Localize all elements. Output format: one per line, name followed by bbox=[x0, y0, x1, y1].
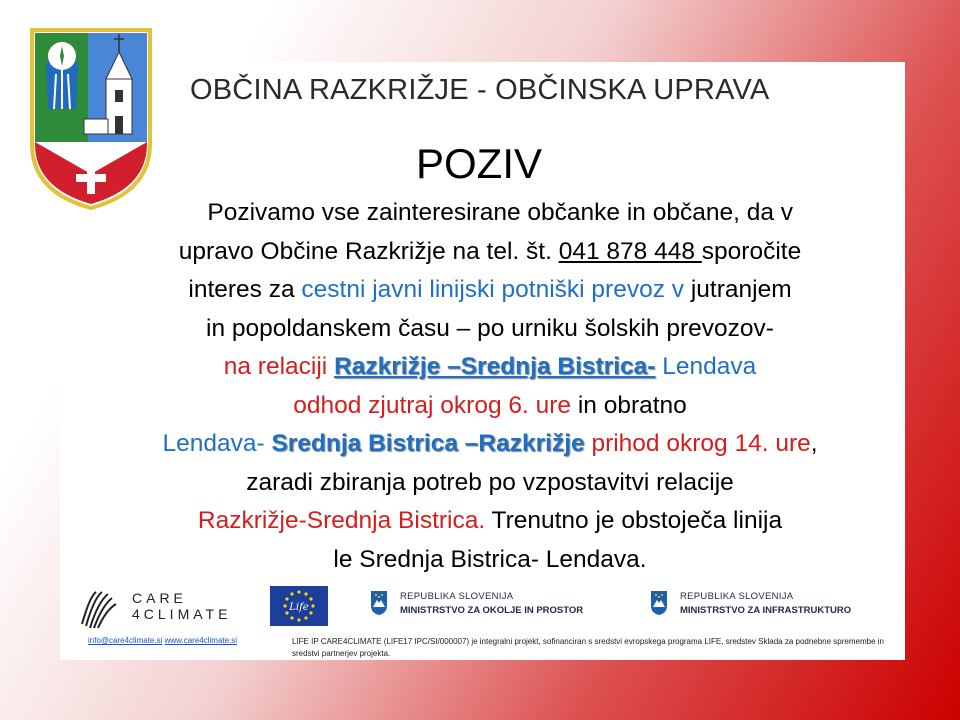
svg-text:Life: Life bbox=[289, 602, 309, 613]
eu-life-logo bbox=[270, 586, 328, 626]
announcement-body bbox=[70, 194, 910, 579]
partner-logos: CARE 4CLIMATE Life REPUBLIKA SLOVENIJA MINISTRSTVO ZA OKOLJE IN PROSTOR REPUBLIKA SLOVENIJA MINISTRSTVO ZA INFRASTRUKTURO bbox=[60, 578, 905, 630]
body-line-6: odhod zjutraj okrog 6. ure in obratno bbox=[293, 391, 687, 419]
care4climate-logo-icon bbox=[76, 586, 120, 630]
body-line-5: na relaciji Razkrižje –Srednja Bistrica- Lendava bbox=[223, 353, 757, 380]
route-highlight-1: Razkrižje –Srednja Bistrica- bbox=[334, 353, 656, 380]
body-line-7: Lendava- Srednja Bistrica –Razkrižje prihod okrog 14. ure, bbox=[162, 430, 818, 457]
body-line-3: interes za cestni javni linijski potniški prevoz v jutranjem bbox=[188, 276, 792, 303]
page-title: POZIV bbox=[416, 140, 543, 187]
body-line-8: zaradi zbiranja potreb po vzpostavitvi relacije bbox=[246, 468, 734, 496]
org-title: OBČINA RAZKRIŽJE - OBČINSKA UPRAVA bbox=[190, 74, 770, 106]
slovenia-crest-icon bbox=[370, 590, 388, 616]
body-line-10: le Srednja Bistrica- Lendava. bbox=[333, 545, 647, 573]
care4climate-wordmark: CARE 4CLIMATE bbox=[132, 590, 232, 622]
footer-links bbox=[88, 636, 237, 645]
footer-note: LIFE IP CARE4CLIMATE (LIFE17 IPC/SI/000007) je integralni projekt, sofinanciran s sredstvi evropskega programa LIFE, sredstev Sklada za podnebne spremembe in sredstvi partnerjev projekta. bbox=[292, 637, 884, 658]
website-link[interactable]: www.care4climate.si bbox=[164, 636, 238, 645]
body-line-1: Pozivamo vse zainteresirane občanke in občane, da v bbox=[207, 199, 794, 226]
phone-number: 041 878 448 bbox=[558, 237, 702, 265]
body-line-9: Razkrižje-Srednja Bistrica. Trenutno je obstoječa linija bbox=[197, 507, 783, 534]
route-highlight-2: Srednja Bistrica –Razkrižje bbox=[271, 430, 585, 457]
eu-stars-icon bbox=[270, 586, 328, 626]
email-link[interactable]: info@care4climate.si bbox=[88, 636, 163, 645]
municipality-coat-of-arms-icon bbox=[26, 24, 156, 214]
body-line-4: in popoldanskem času – po urniku šolskih prevozov- bbox=[206, 314, 774, 342]
slovenia-crest-icon bbox=[650, 590, 668, 616]
body-line-2: upravo Občine Razkrižje na tel. št. 041 878 448 sporočite bbox=[178, 237, 802, 265]
